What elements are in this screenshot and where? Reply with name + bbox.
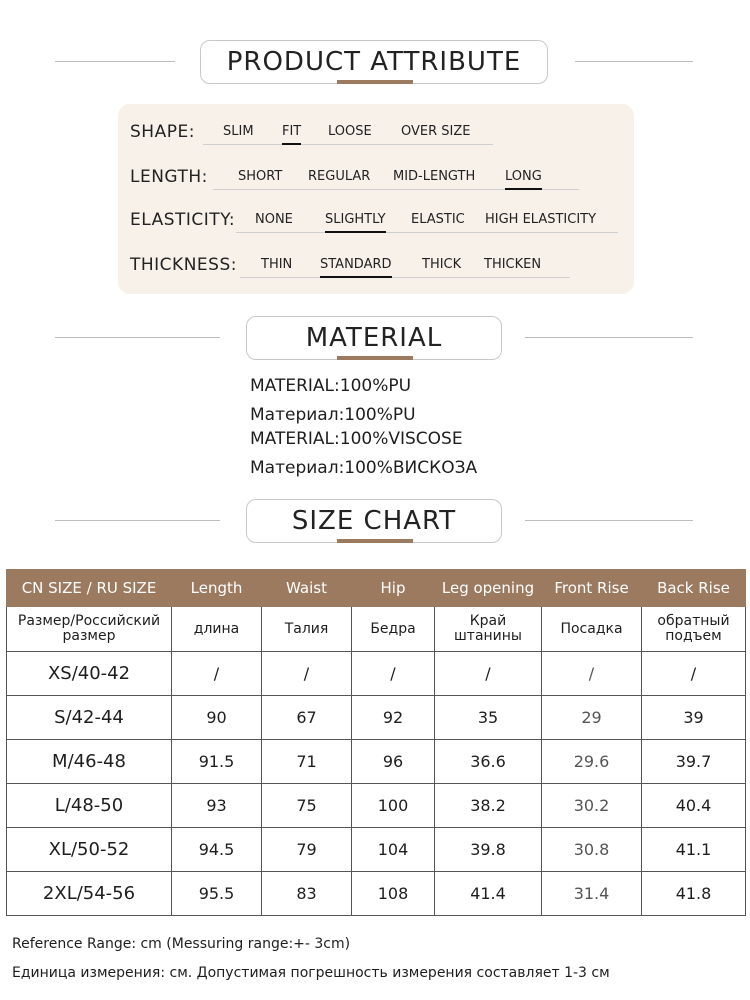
hip-cell: 92 <box>352 696 435 740</box>
attribute-label: THICKNESS: <box>130 255 237 275</box>
option-regular: REGULAR <box>308 169 371 184</box>
length-cell: / <box>172 652 262 696</box>
material-label: Материал: <box>250 405 345 425</box>
front-rise-cell: 30.8 <box>542 828 642 872</box>
material-value: 100%VISCOSE <box>339 429 463 449</box>
length-cell: 93 <box>172 784 262 828</box>
front-rise-cell: / <box>542 652 642 696</box>
option-high-elasticity: HIGH ELASTICITY <box>485 212 597 227</box>
table-subheader-row <box>7 607 746 652</box>
attribute-title: PRODUCT ATTRIBUTE <box>200 40 548 84</box>
leg-opening-cell: 41.4 <box>435 872 542 916</box>
back-rise-cell: / <box>642 652 746 696</box>
back-rise-cell: 41.8 <box>642 872 746 916</box>
divider-right <box>525 337 693 338</box>
subheader-cell: длина <box>172 607 262 652</box>
table-row <box>7 872 746 916</box>
attribute-line <box>236 232 618 233</box>
option-fit-selected: FIT <box>282 124 302 139</box>
table-row <box>7 652 746 696</box>
option-none: NONE <box>255 212 293 227</box>
divider-right <box>575 61 693 62</box>
waist-cell: 79 <box>262 828 352 872</box>
waist-cell: 83 <box>262 872 352 916</box>
title-underline <box>337 356 413 360</box>
material-label: Материал: <box>250 458 345 478</box>
size-cell: M/46-48 <box>7 740 172 784</box>
attribute-row-shape <box>118 118 634 148</box>
attribute-label: ELASTICITY: <box>130 210 236 230</box>
subheader-cell: обратный подъем <box>642 607 746 652</box>
divider-right <box>525 520 693 521</box>
material-line-2 <box>250 405 416 425</box>
attribute-label: LENGTH: <box>130 167 208 187</box>
option-slim: SLIM <box>223 124 254 139</box>
material-line-4 <box>250 458 477 478</box>
material-line-1 <box>250 376 411 396</box>
title-underline <box>337 539 413 543</box>
material-value: 100%PU <box>339 376 412 396</box>
header-cell: Back Rise <box>642 570 746 607</box>
leg-opening-cell: 39.8 <box>435 828 542 872</box>
length-cell: 91.5 <box>172 740 262 784</box>
hip-cell: 104 <box>352 828 435 872</box>
reference-note: Reference Range: cm (Messuring range:+- 3cm) <box>12 936 351 952</box>
header-cell: CN SIZE / RU SIZE <box>7 570 172 607</box>
length-cell: 95.5 <box>172 872 262 916</box>
subheader-cell: Бедра <box>352 607 435 652</box>
subheader-cell: Посадка <box>542 607 642 652</box>
front-rise-cell: 29.6 <box>542 740 642 784</box>
waist-cell: 71 <box>262 740 352 784</box>
attribute-line <box>240 277 570 278</box>
header-cell: Leg opening <box>435 570 542 607</box>
size-cell: L/48-50 <box>7 784 172 828</box>
table-row <box>7 828 746 872</box>
attribute-panel <box>118 104 634 294</box>
option-over-size: OVER SIZE <box>401 124 471 139</box>
option-thicken: THICKEN <box>484 257 542 272</box>
divider-left <box>55 61 175 62</box>
waist-cell: / <box>262 652 352 696</box>
material-line-3 <box>250 429 463 449</box>
material-title: MATERIAL <box>246 316 502 360</box>
header-cell: Waist <box>262 570 352 607</box>
divider-left <box>55 520 220 521</box>
size-cell: S/42-44 <box>7 696 172 740</box>
hip-cell: / <box>352 652 435 696</box>
option-slightly-selected: SLIGHTLY <box>325 212 386 227</box>
option-long-selected: LONG <box>505 169 542 184</box>
material-label: MATERIAL: <box>250 429 340 449</box>
option-loose: LOOSE <box>328 124 372 139</box>
length-cell: 90 <box>172 696 262 740</box>
leg-opening-cell: 35 <box>435 696 542 740</box>
table-row <box>7 696 746 740</box>
back-rise-cell: 40.4 <box>642 784 746 828</box>
hip-cell: 100 <box>352 784 435 828</box>
header-cell: Front Rise <box>542 570 642 607</box>
hip-cell: 96 <box>352 740 435 784</box>
leg-opening-cell: 38.2 <box>435 784 542 828</box>
divider-left <box>55 337 220 338</box>
attribute-row-length <box>118 163 634 193</box>
table-header-row <box>7 570 746 607</box>
leg-opening-cell: / <box>435 652 542 696</box>
option-short: SHORT <box>238 169 283 184</box>
attribute-label: SHAPE: <box>130 122 195 142</box>
option-standard-selected: STANDARD <box>320 257 392 272</box>
size-cell: XS/40-42 <box>7 652 172 696</box>
table-row <box>7 784 746 828</box>
option-mid-length: MID-LENGTH <box>393 169 476 184</box>
hip-cell: 108 <box>352 872 435 916</box>
attribute-header <box>0 40 750 90</box>
waist-cell: 75 <box>262 784 352 828</box>
attribute-row-elasticity <box>118 206 634 236</box>
size-chart-title: SIZE CHART <box>246 499 502 543</box>
material-header <box>0 316 750 366</box>
back-rise-cell: 41.1 <box>642 828 746 872</box>
front-rise-cell: 30.2 <box>542 784 642 828</box>
front-rise-cell: 29 <box>542 696 642 740</box>
attribute-line <box>203 144 493 145</box>
waist-cell: 67 <box>262 696 352 740</box>
length-cell: 94.5 <box>172 828 262 872</box>
material-value: 100%ВИСКОЗА <box>344 458 478 478</box>
header-cell: Length <box>172 570 262 607</box>
option-elastic: ELASTIC <box>411 212 465 227</box>
back-rise-cell: 39.7 <box>642 740 746 784</box>
material-label: MATERIAL: <box>250 376 340 396</box>
leg-opening-cell: 36.6 <box>435 740 542 784</box>
subheader-cell: Талия <box>262 607 352 652</box>
size-cell: XL/50-52 <box>7 828 172 872</box>
size-cell: 2XL/54-56 <box>7 872 172 916</box>
option-thick: THICK <box>422 257 462 272</box>
table-row <box>7 740 746 784</box>
subheader-cell: Размер/Российский размер <box>7 607 172 652</box>
title-underline <box>337 80 413 84</box>
size-chart-header <box>0 499 750 549</box>
measurement-note-ru: Единица измерения: см. Допустимая погрешность измерения составляет 1-3 см <box>12 965 610 981</box>
subheader-cell: Край штанины <box>435 607 542 652</box>
back-rise-cell: 39 <box>642 696 746 740</box>
material-value: 100%PU <box>344 405 416 425</box>
size-table <box>6 569 746 916</box>
option-thin: THIN <box>261 257 293 272</box>
front-rise-cell: 31.4 <box>542 872 642 916</box>
header-cell: Hip <box>352 570 435 607</box>
attribute-row-thickness <box>118 251 634 281</box>
